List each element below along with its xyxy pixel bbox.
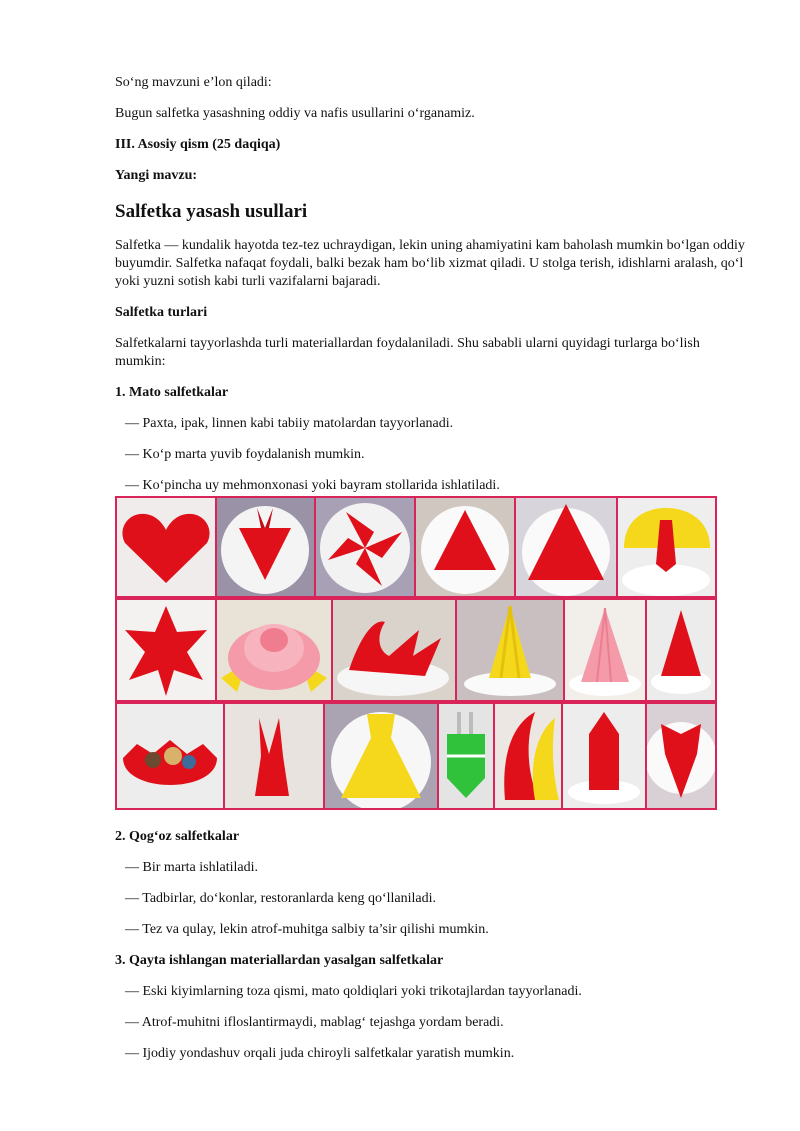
intro-line-2: Bugun salfetka yasashning oddiy va nafis usullarini o‘rganamiz. — [115, 106, 475, 121]
group-3-title: 3. Qayta ishlangan materiallardan yasalgan salfetkalar — [115, 953, 444, 968]
section-heading: III. Asosiy qism (25 daqiqa) — [115, 137, 281, 152]
new-topic-label: Yangi mavzu: — [115, 168, 198, 183]
group-2-item-2: — Tadbirlar, do‘konlar, restoranlarda keng qo‘llaniladi. — [125, 891, 436, 906]
napkin-collage-image — [115, 496, 717, 810]
napkin-heart-photo — [117, 498, 215, 596]
napkin-yellow-fold-photo — [457, 600, 563, 700]
napkin-triangle-plate-photo — [416, 498, 514, 596]
napkin-bowl-photo — [117, 704, 223, 808]
napkin-lotus-photo — [217, 600, 331, 700]
types-heading: Salfetka turlari — [115, 305, 208, 320]
napkin-red-tower-photo — [647, 600, 715, 700]
group-3-item-2: — Atrof-muhitni ifloslantirmaydi, mablag‘ tejashga yordam beradi. — [125, 1015, 504, 1030]
napkin-swan-photo — [333, 600, 455, 700]
page-title: Salfetka yasash usullari — [115, 201, 308, 222]
group-2-title: 2. Qog‘oz salfetkalar — [115, 829, 240, 844]
napkin-red-lily-photo — [647, 704, 715, 808]
group-1-title: 1. Mato salfetkalar — [115, 385, 229, 400]
description-paragraph: Salfetka — kundalik hayotda tez-tez uchraydigan, lekin uning ahamiyatini kam baholash mumkin bo‘lgan oddiy buyumdir. Salfetka nafaqat foydali, balki bezak ham bo‘lib xizmat qiladi. U stolga terish, idishlarni aralash, qo‘l yoki yuzni sotish kabi turli vazifalarni bajaradi. — [115, 238, 745, 289]
napkin-yellow-fan-photo — [618, 498, 715, 596]
group-3-item-3: — Ijodiy yondashuv orqali juda chiroyli salfetkalar yaratish mumkin. — [125, 1046, 515, 1061]
napkin-spiral-photo — [495, 704, 561, 808]
napkin-pinwheel-photo — [316, 498, 414, 596]
group-1-item-1: — Paxta, ipak, linnen kabi tabiiy matolardan tayyorlanadi. — [125, 416, 454, 431]
napkin-cone-plate-photo — [516, 498, 616, 596]
napkin-pink-cone-photo — [565, 600, 645, 700]
napkin-red-candle-photo — [563, 704, 645, 808]
group-2-item-3: — Tez va qulay, lekin atrof-muhitga salbiy ta’sir qilishi mumkin. — [125, 922, 489, 937]
group-1-item-3: — Ko‘pincha uy mehmonxonasi yoki bayram stollarida ishlatiladi. — [125, 478, 500, 493]
intro-line-1: So‘ng mavzuni e’lon qiladi: — [115, 75, 272, 90]
group-3-item-1: — Eski kiyimlarning toza qismi, mato qoldiqlari yoki trikotajlardan tayyorlanadi. — [125, 984, 582, 999]
group-2-item-1: — Bir marta ishlatiladi. — [125, 860, 258, 875]
types-intro: Salfetkalarni tayyorlashda turli materiallardan foydalaniladi. Shu sababli ularni quyidagi turlarga bo‘lish mumkin: — [115, 336, 700, 369]
napkin-star-photo — [117, 600, 215, 700]
napkin-yellow-dress-photo — [325, 704, 437, 808]
napkin-bunny-photo — [225, 704, 323, 808]
group-1-item-2: — Ko‘p marta yuvib foydalanish mumkin. — [125, 447, 365, 462]
napkin-green-pocket-photo — [439, 704, 493, 808]
napkin-arrow-plate-photo — [217, 498, 314, 596]
